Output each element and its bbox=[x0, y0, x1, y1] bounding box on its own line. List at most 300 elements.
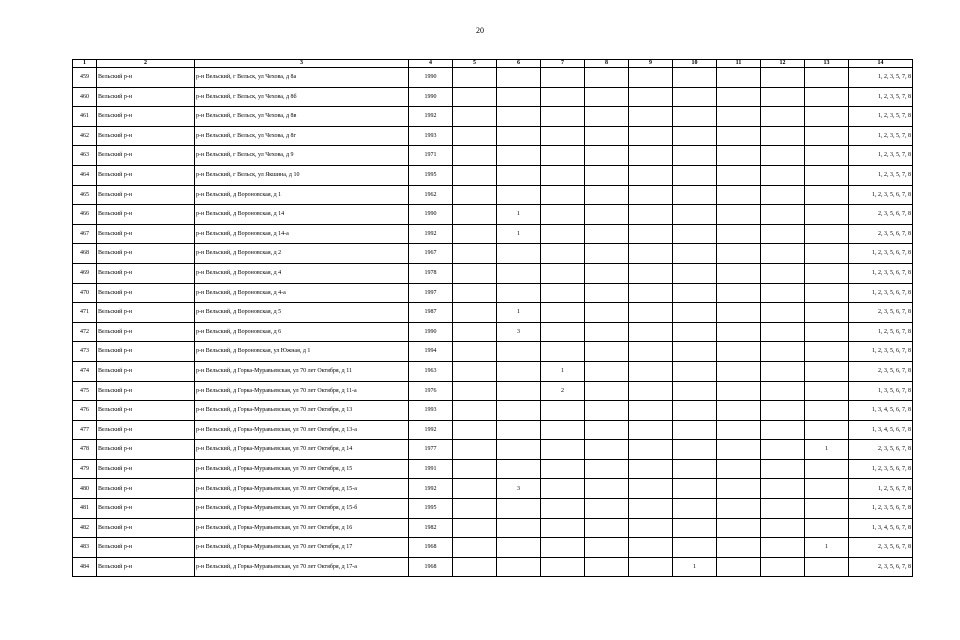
col9-cell bbox=[629, 401, 673, 421]
column-header-10: 10 bbox=[673, 60, 717, 68]
column-header-6: 6 bbox=[497, 60, 541, 68]
col14-cell: 1, 2, 3, 5, 6, 7, 8 bbox=[849, 244, 913, 264]
col8-cell bbox=[585, 557, 629, 577]
col11-cell bbox=[717, 205, 761, 225]
address-cell: р-н Вельский, д Вороновская, ул Южная, д 1 bbox=[195, 342, 409, 362]
district-cell: Вельский р-н bbox=[97, 303, 195, 323]
col10-cell bbox=[673, 303, 717, 323]
col8-cell bbox=[585, 126, 629, 146]
table-row bbox=[73, 420, 913, 440]
col7-cell bbox=[541, 401, 585, 421]
col10-cell bbox=[673, 126, 717, 146]
registry-table bbox=[72, 59, 913, 577]
table-row bbox=[73, 126, 913, 146]
district-cell: Вельский р-н bbox=[97, 244, 195, 264]
col12-cell bbox=[761, 126, 805, 146]
col5-cell bbox=[453, 361, 497, 381]
col8-cell bbox=[585, 420, 629, 440]
address-cell: р-н Вельский, г Вельск, ул Якшина, д 10 bbox=[195, 165, 409, 185]
col12-cell bbox=[761, 68, 805, 88]
col7-cell bbox=[541, 283, 585, 303]
district-cell: Вельский р-н bbox=[97, 459, 195, 479]
col5-cell bbox=[453, 87, 497, 107]
row-number: 461 bbox=[73, 107, 97, 127]
row-number: 466 bbox=[73, 205, 97, 225]
row-number: 471 bbox=[73, 303, 97, 323]
col9-cell bbox=[629, 518, 673, 538]
address-cell: р-н Вельский, д Горка-Муравьевская, ул 70 лет Октября, д 17-а bbox=[195, 557, 409, 577]
col5-cell bbox=[453, 518, 497, 538]
col9-cell bbox=[629, 459, 673, 479]
table-row bbox=[73, 440, 913, 460]
column-header-3: 3 bbox=[195, 60, 409, 68]
district-cell: Вельский р-н bbox=[97, 420, 195, 440]
year-cell: 1992 bbox=[409, 107, 453, 127]
col12-cell bbox=[761, 479, 805, 499]
col9-cell bbox=[629, 244, 673, 264]
col9-cell bbox=[629, 557, 673, 577]
address-cell: р-н Вельский, г Вельск, ул Чехова, д 8в bbox=[195, 107, 409, 127]
col8-cell bbox=[585, 68, 629, 88]
col14-cell: 1, 2, 3, 5, 6, 7, 8 bbox=[849, 342, 913, 362]
address-cell: р-н Вельский, г Вельск, ул Чехова, д 9 bbox=[195, 146, 409, 166]
year-cell: 1993 bbox=[409, 126, 453, 146]
year-cell: 1990 bbox=[409, 322, 453, 342]
table-row bbox=[73, 224, 913, 244]
col10-cell bbox=[673, 499, 717, 519]
col10-cell bbox=[673, 205, 717, 225]
table-row bbox=[73, 322, 913, 342]
col14-cell: 2, 3, 5, 6, 7, 8 bbox=[849, 205, 913, 225]
col10-cell bbox=[673, 361, 717, 381]
col11-cell bbox=[717, 420, 761, 440]
col9-cell bbox=[629, 342, 673, 362]
col7-cell bbox=[541, 518, 585, 538]
col6-cell bbox=[497, 420, 541, 440]
col9-cell bbox=[629, 107, 673, 127]
address-cell: р-н Вельский, д Вороновская, д 4-а bbox=[195, 283, 409, 303]
col13-cell bbox=[805, 303, 849, 323]
col8-cell bbox=[585, 263, 629, 283]
col11-cell bbox=[717, 244, 761, 264]
col13-cell bbox=[805, 244, 849, 264]
header-row bbox=[73, 60, 913, 68]
row-number: 483 bbox=[73, 538, 97, 558]
table-header bbox=[73, 60, 913, 68]
year-cell: 1968 bbox=[409, 538, 453, 558]
col7-cell bbox=[541, 185, 585, 205]
col6-cell bbox=[497, 518, 541, 538]
col6-cell: 1 bbox=[497, 205, 541, 225]
col6-cell bbox=[497, 459, 541, 479]
col12-cell bbox=[761, 87, 805, 107]
column-header-13: 13 bbox=[805, 60, 849, 68]
row-number: 484 bbox=[73, 557, 97, 577]
col14-cell: 1, 2, 5, 6, 7, 8 bbox=[849, 322, 913, 342]
table-row bbox=[73, 342, 913, 362]
col12-cell bbox=[761, 146, 805, 166]
table-row bbox=[73, 381, 913, 401]
address-cell: р-н Вельский, д Вороновская, д 14-а bbox=[195, 224, 409, 244]
col14-cell: 1, 2, 3, 5, 7, 8 bbox=[849, 107, 913, 127]
col5-cell bbox=[453, 342, 497, 362]
col6-cell bbox=[497, 68, 541, 88]
year-cell: 1992 bbox=[409, 420, 453, 440]
table-row bbox=[73, 205, 913, 225]
row-number: 468 bbox=[73, 244, 97, 264]
col5-cell bbox=[453, 205, 497, 225]
col10-cell bbox=[673, 401, 717, 421]
district-cell: Вельский р-н bbox=[97, 361, 195, 381]
col10-cell bbox=[673, 459, 717, 479]
col14-cell: 1, 2, 3, 5, 7, 8 bbox=[849, 165, 913, 185]
col12-cell bbox=[761, 303, 805, 323]
col11-cell bbox=[717, 342, 761, 362]
col9-cell bbox=[629, 499, 673, 519]
col14-cell: 1, 2, 3, 5, 6, 7, 8 bbox=[849, 499, 913, 519]
col14-cell: 1, 2, 3, 5, 6, 7, 8 bbox=[849, 185, 913, 205]
col7-cell bbox=[541, 87, 585, 107]
col14-cell: 2, 3, 5, 6, 7, 8 bbox=[849, 361, 913, 381]
col6-cell bbox=[497, 557, 541, 577]
address-cell: р-н Вельский, д Горка-Муравьевская, ул 70 лет Октября, д 11 bbox=[195, 361, 409, 381]
district-cell: Вельский р-н bbox=[97, 479, 195, 499]
col12-cell bbox=[761, 107, 805, 127]
year-cell: 1968 bbox=[409, 557, 453, 577]
col6-cell bbox=[497, 87, 541, 107]
col8-cell bbox=[585, 283, 629, 303]
address-cell: р-н Вельский, д Вороновская, д 6 bbox=[195, 322, 409, 342]
col11-cell bbox=[717, 322, 761, 342]
district-cell: Вельский р-н bbox=[97, 68, 195, 88]
col8-cell bbox=[585, 185, 629, 205]
col6-cell: 3 bbox=[497, 322, 541, 342]
district-cell: Вельский р-н bbox=[97, 224, 195, 244]
district-cell: Вельский р-н bbox=[97, 263, 195, 283]
col13-cell bbox=[805, 205, 849, 225]
col12-cell bbox=[761, 420, 805, 440]
col5-cell bbox=[453, 185, 497, 205]
col12-cell bbox=[761, 361, 805, 381]
col9-cell bbox=[629, 381, 673, 401]
col8-cell bbox=[585, 205, 629, 225]
col12-cell bbox=[761, 401, 805, 421]
col8-cell bbox=[585, 401, 629, 421]
col14-cell: 2, 3, 5, 6, 7, 8 bbox=[849, 303, 913, 323]
year-cell: 1994 bbox=[409, 342, 453, 362]
address-cell: р-н Вельский, г Вельск, ул Чехова, д 8б bbox=[195, 87, 409, 107]
col13-cell: 1 bbox=[805, 538, 849, 558]
col10-cell bbox=[673, 420, 717, 440]
col6-cell: 1 bbox=[497, 224, 541, 244]
col12-cell bbox=[761, 263, 805, 283]
col13-cell bbox=[805, 224, 849, 244]
district-cell: Вельский р-н bbox=[97, 538, 195, 558]
district-cell: Вельский р-н bbox=[97, 87, 195, 107]
col10-cell bbox=[673, 283, 717, 303]
row-number: 481 bbox=[73, 499, 97, 519]
year-cell: 1992 bbox=[409, 224, 453, 244]
col11-cell bbox=[717, 87, 761, 107]
row-number: 459 bbox=[73, 68, 97, 88]
col7-cell bbox=[541, 538, 585, 558]
col9-cell bbox=[629, 68, 673, 88]
col11-cell bbox=[717, 459, 761, 479]
col14-cell: 1, 2, 3, 5, 6, 7, 8 bbox=[849, 263, 913, 283]
col10-cell bbox=[673, 479, 717, 499]
col14-cell: 1, 2, 5, 6, 7, 8 bbox=[849, 479, 913, 499]
col10-cell bbox=[673, 244, 717, 264]
address-cell: р-н Вельский, г Вельск, ул Чехова, д 8а bbox=[195, 68, 409, 88]
col7-cell bbox=[541, 224, 585, 244]
col6-cell bbox=[497, 244, 541, 264]
address-cell: р-н Вельский, д Горка-Муравьевская, ул 70 лет Октября, д 13 bbox=[195, 401, 409, 421]
col9-cell bbox=[629, 146, 673, 166]
row-number: 472 bbox=[73, 322, 97, 342]
column-header-7: 7 bbox=[541, 60, 585, 68]
col13-cell bbox=[805, 518, 849, 538]
col13-cell: 1 bbox=[805, 440, 849, 460]
col13-cell bbox=[805, 499, 849, 519]
address-cell: р-н Вельский, д Вороновская, д 4 bbox=[195, 263, 409, 283]
address-cell: р-н Вельский, д Горка-Муравьевская, ул 70 лет Октября, д 15 bbox=[195, 459, 409, 479]
col8-cell bbox=[585, 459, 629, 479]
table-row bbox=[73, 479, 913, 499]
address-cell: р-н Вельский, д Горка-Муравьевская, ул 70 лет Октября, д 17 bbox=[195, 538, 409, 558]
district-cell: Вельский р-н bbox=[97, 107, 195, 127]
col6-cell bbox=[497, 107, 541, 127]
col10-cell bbox=[673, 165, 717, 185]
year-cell: 1992 bbox=[409, 479, 453, 499]
col8-cell bbox=[585, 146, 629, 166]
table-row bbox=[73, 165, 913, 185]
district-cell: Вельский р-н bbox=[97, 126, 195, 146]
table-row bbox=[73, 87, 913, 107]
col7-cell bbox=[541, 263, 585, 283]
address-cell: р-н Вельский, д Вороновская, д 5 bbox=[195, 303, 409, 323]
col8-cell bbox=[585, 381, 629, 401]
col9-cell bbox=[629, 185, 673, 205]
district-cell: Вельский р-н bbox=[97, 518, 195, 538]
col12-cell bbox=[761, 185, 805, 205]
year-cell: 1977 bbox=[409, 440, 453, 460]
column-header-5: 5 bbox=[453, 60, 497, 68]
col9-cell bbox=[629, 303, 673, 323]
col10-cell bbox=[673, 518, 717, 538]
year-cell: 1963 bbox=[409, 361, 453, 381]
col7-cell bbox=[541, 244, 585, 264]
table-row bbox=[73, 146, 913, 166]
row-number: 476 bbox=[73, 401, 97, 421]
col7-cell bbox=[541, 479, 585, 499]
col11-cell bbox=[717, 165, 761, 185]
col13-cell bbox=[805, 459, 849, 479]
year-cell: 1967 bbox=[409, 244, 453, 264]
col9-cell bbox=[629, 87, 673, 107]
column-header-12: 12 bbox=[761, 60, 805, 68]
district-cell: Вельский р-н bbox=[97, 283, 195, 303]
col11-cell bbox=[717, 68, 761, 88]
year-cell: 1991 bbox=[409, 459, 453, 479]
col14-cell: 2, 3, 5, 6, 7, 8 bbox=[849, 224, 913, 244]
year-cell: 1990 bbox=[409, 87, 453, 107]
table-row bbox=[73, 518, 913, 538]
col7-cell bbox=[541, 440, 585, 460]
col14-cell: 1, 3, 4, 5, 6, 7, 8 bbox=[849, 420, 913, 440]
col8-cell bbox=[585, 107, 629, 127]
table-row bbox=[73, 557, 913, 577]
col12-cell bbox=[761, 342, 805, 362]
year-cell: 1982 bbox=[409, 518, 453, 538]
col10-cell bbox=[673, 185, 717, 205]
year-cell: 1995 bbox=[409, 499, 453, 519]
row-number: 477 bbox=[73, 420, 97, 440]
col12-cell bbox=[761, 322, 805, 342]
col14-cell: 1, 2, 3, 5, 7, 8 bbox=[849, 87, 913, 107]
col6-cell bbox=[497, 126, 541, 146]
year-cell: 1987 bbox=[409, 303, 453, 323]
col14-cell: 2, 3, 5, 6, 7, 8 bbox=[849, 440, 913, 460]
column-header-14: 14 bbox=[849, 60, 913, 68]
col13-cell bbox=[805, 283, 849, 303]
col7-cell bbox=[541, 420, 585, 440]
address-cell: р-н Вельский, д Вороновская, д 14 bbox=[195, 205, 409, 225]
col12-cell bbox=[761, 165, 805, 185]
col5-cell bbox=[453, 107, 497, 127]
col7-cell: 2 bbox=[541, 381, 585, 401]
address-cell: р-н Вельский, д Горка-Муравьевская, ул 70 лет Октября, д 15-а bbox=[195, 479, 409, 499]
table-row bbox=[73, 303, 913, 323]
col10-cell bbox=[673, 538, 717, 558]
col7-cell bbox=[541, 107, 585, 127]
col5-cell bbox=[453, 146, 497, 166]
col9-cell bbox=[629, 322, 673, 342]
col7-cell bbox=[541, 322, 585, 342]
col11-cell bbox=[717, 381, 761, 401]
col10-cell bbox=[673, 68, 717, 88]
col6-cell bbox=[497, 146, 541, 166]
col5-cell bbox=[453, 557, 497, 577]
col11-cell bbox=[717, 263, 761, 283]
col12-cell bbox=[761, 381, 805, 401]
col12-cell bbox=[761, 244, 805, 264]
col6-cell bbox=[497, 263, 541, 283]
col8-cell bbox=[585, 87, 629, 107]
col13-cell bbox=[805, 322, 849, 342]
col10-cell bbox=[673, 146, 717, 166]
col14-cell: 1, 2, 3, 5, 7, 8 bbox=[849, 126, 913, 146]
col6-cell bbox=[497, 440, 541, 460]
col11-cell bbox=[717, 401, 761, 421]
col14-cell: 1, 2, 3, 5, 6, 7, 8 bbox=[849, 459, 913, 479]
col5-cell bbox=[453, 165, 497, 185]
table-row bbox=[73, 68, 913, 88]
table-row bbox=[73, 459, 913, 479]
col11-cell bbox=[717, 361, 761, 381]
col13-cell bbox=[805, 401, 849, 421]
col7-cell bbox=[541, 303, 585, 323]
table-row bbox=[73, 499, 913, 519]
col10-cell bbox=[673, 87, 717, 107]
row-number: 473 bbox=[73, 342, 97, 362]
col12-cell bbox=[761, 440, 805, 460]
row-number: 463 bbox=[73, 146, 97, 166]
district-cell: Вельский р-н bbox=[97, 205, 195, 225]
col13-cell bbox=[805, 557, 849, 577]
table-row bbox=[73, 107, 913, 127]
col8-cell bbox=[585, 518, 629, 538]
table-row bbox=[73, 361, 913, 381]
col13-cell bbox=[805, 342, 849, 362]
col7-cell bbox=[541, 342, 585, 362]
col5-cell bbox=[453, 459, 497, 479]
col8-cell bbox=[585, 165, 629, 185]
col9-cell bbox=[629, 440, 673, 460]
col11-cell bbox=[717, 557, 761, 577]
col5-cell bbox=[453, 68, 497, 88]
col9-cell bbox=[629, 263, 673, 283]
col13-cell bbox=[805, 381, 849, 401]
column-header-2: 2 bbox=[97, 60, 195, 68]
col6-cell bbox=[497, 381, 541, 401]
col6-cell bbox=[497, 499, 541, 519]
col5-cell bbox=[453, 283, 497, 303]
col12-cell bbox=[761, 557, 805, 577]
year-cell: 1995 bbox=[409, 165, 453, 185]
col7-cell bbox=[541, 205, 585, 225]
col11-cell bbox=[717, 185, 761, 205]
col10-cell bbox=[673, 440, 717, 460]
year-cell: 1971 bbox=[409, 146, 453, 166]
col13-cell bbox=[805, 146, 849, 166]
col10-cell bbox=[673, 322, 717, 342]
col11-cell bbox=[717, 538, 761, 558]
col7-cell bbox=[541, 126, 585, 146]
col13-cell bbox=[805, 361, 849, 381]
col9-cell bbox=[629, 361, 673, 381]
col13-cell bbox=[805, 420, 849, 440]
col13-cell bbox=[805, 479, 849, 499]
col5-cell bbox=[453, 126, 497, 146]
address-cell: р-н Вельский, г Вельск, ул Чехова, д 8г bbox=[195, 126, 409, 146]
col5-cell bbox=[453, 479, 497, 499]
col11-cell bbox=[717, 126, 761, 146]
col7-cell bbox=[541, 557, 585, 577]
district-cell: Вельский р-н bbox=[97, 342, 195, 362]
col11-cell bbox=[717, 146, 761, 166]
table-row bbox=[73, 401, 913, 421]
col11-cell bbox=[717, 283, 761, 303]
col8-cell bbox=[585, 538, 629, 558]
col7-cell bbox=[541, 499, 585, 519]
col5-cell bbox=[453, 381, 497, 401]
row-number: 479 bbox=[73, 459, 97, 479]
district-cell: Вельский р-н bbox=[97, 440, 195, 460]
year-cell: 1978 bbox=[409, 263, 453, 283]
row-number: 475 bbox=[73, 381, 97, 401]
column-header-1: 1 bbox=[73, 60, 97, 68]
col14-cell: 2, 3, 5, 6, 7, 8 bbox=[849, 538, 913, 558]
col10-cell bbox=[673, 342, 717, 362]
col12-cell bbox=[761, 518, 805, 538]
col13-cell bbox=[805, 165, 849, 185]
table-row bbox=[73, 244, 913, 264]
col12-cell bbox=[761, 538, 805, 558]
col6-cell: 1 bbox=[497, 303, 541, 323]
row-number: 460 bbox=[73, 87, 97, 107]
col5-cell bbox=[453, 420, 497, 440]
column-header-8: 8 bbox=[585, 60, 629, 68]
